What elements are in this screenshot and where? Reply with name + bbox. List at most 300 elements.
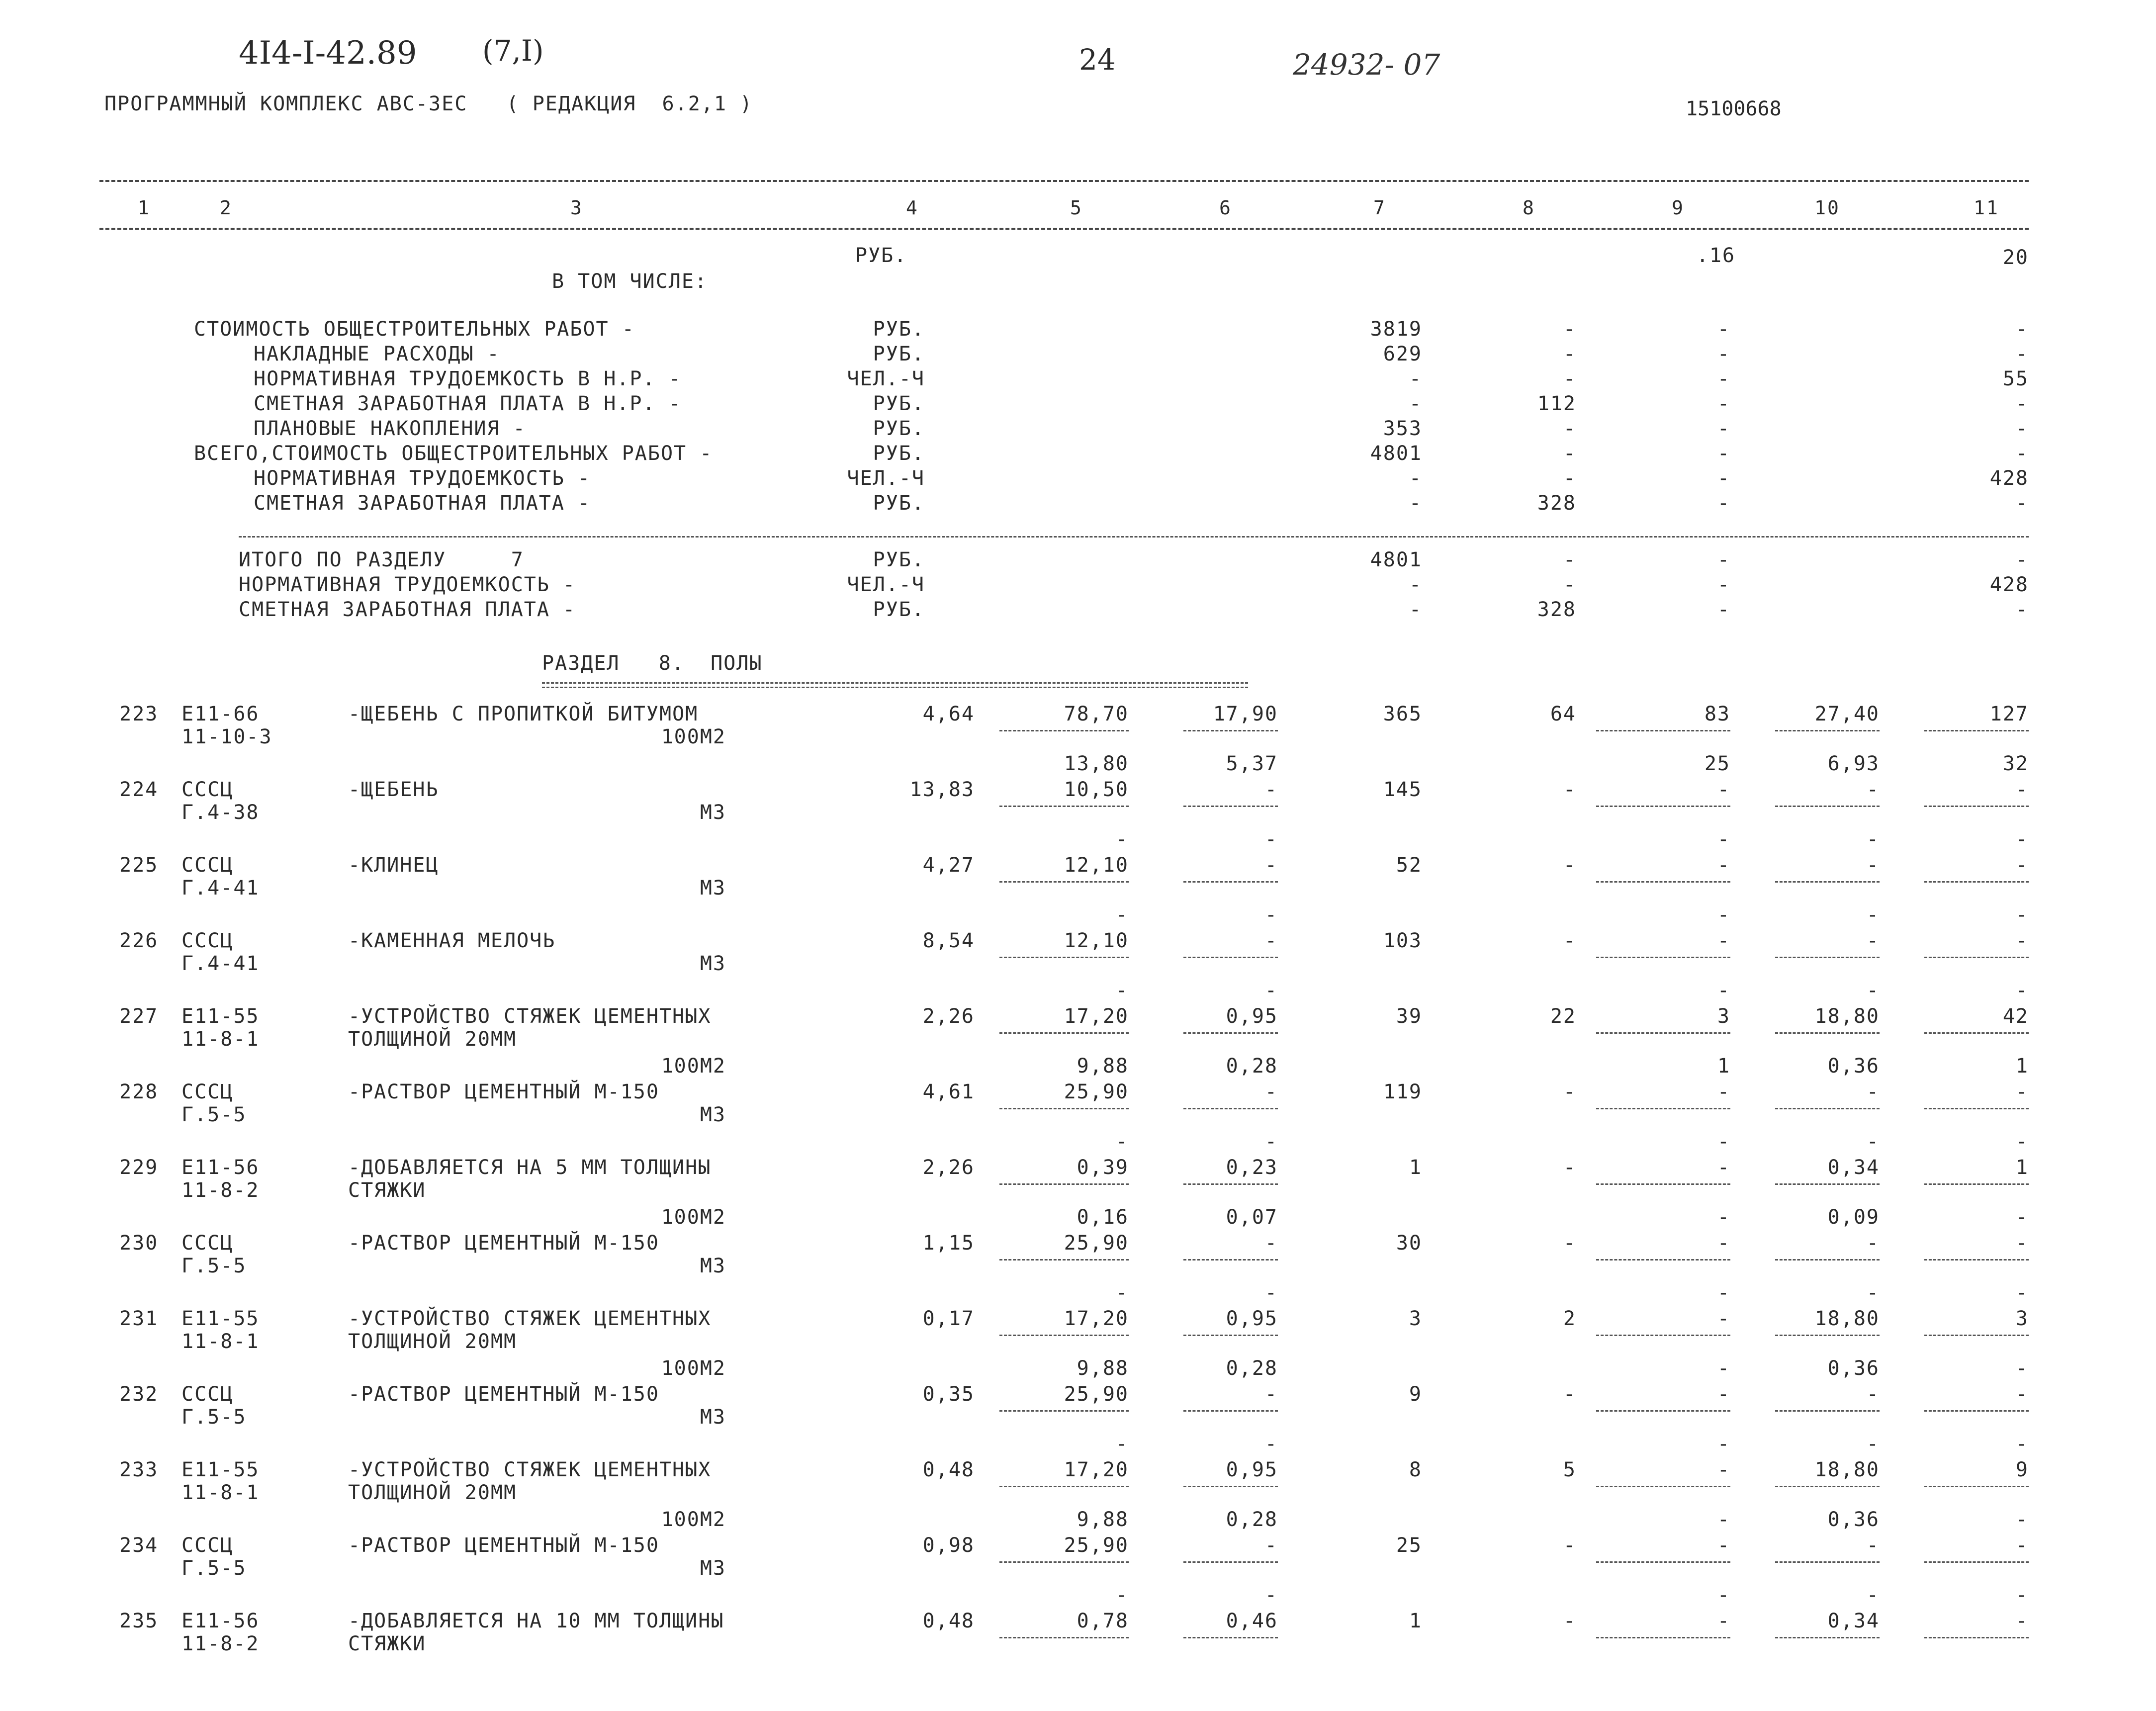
item-sub-c9: - <box>1717 1584 1730 1607</box>
item-unit: 100М2 <box>661 1357 726 1380</box>
cell-divider <box>1775 957 1880 958</box>
total-c9: - <box>1717 598 1730 621</box>
column-header-1: 1 <box>138 197 151 219</box>
item-c7: 52 <box>1396 854 1422 877</box>
item-sub-c11: - <box>2015 1130 2029 1153</box>
item-c8: - <box>1563 1156 1576 1179</box>
item-c11: - <box>2015 929 2029 952</box>
summary-c11: 55 <box>2002 367 2029 390</box>
cell-divider <box>1924 1108 2029 1109</box>
cell-divider <box>1924 730 2029 731</box>
column-header-10: 10 <box>1814 197 1840 219</box>
item-unit: 100М2 <box>661 1206 726 1229</box>
item-sub-c9: - <box>1717 1433 1730 1455</box>
item-sub-c11: - <box>2015 903 2029 926</box>
item-c7: 365 <box>1383 703 1422 725</box>
item-sub-c5: 9,88 <box>1077 1357 1129 1380</box>
total-c11: - <box>2015 598 2029 621</box>
summary-unit: ЧЕЛ.-Ч <box>847 467 925 490</box>
item-sub-c5: - <box>1115 828 1129 851</box>
item-c11: 1 <box>2015 1156 2029 1179</box>
item-c5: 17,20 <box>1064 1005 1129 1028</box>
item-unit: 100М2 <box>661 725 726 748</box>
cell-divider <box>1183 1410 1278 1412</box>
item-number: 225 <box>119 854 159 877</box>
summary-top-unit: РУБ. <box>855 244 907 267</box>
cell-divider <box>999 1259 1129 1261</box>
cell-divider <box>999 1335 1129 1336</box>
item-c7: 145 <box>1383 778 1422 801</box>
item-sub-c9: - <box>1717 1281 1730 1304</box>
item-c7: 39 <box>1396 1005 1422 1028</box>
program-title: ПРОГРАММНЫЙ КОМПЛЕКС АВС-3ЕС ( РЕДАКЦИЯ 6.2,1 ) <box>104 92 753 115</box>
item-sub-c9: 25 <box>1704 752 1730 775</box>
page-number: 24 <box>1079 43 1116 77</box>
item-sub-c5: - <box>1115 1281 1129 1304</box>
item-sub-c9: - <box>1717 903 1730 926</box>
summary-c7: 4801 <box>1370 442 1422 465</box>
column-header-11: 11 <box>1974 197 1999 219</box>
item-c11: - <box>2015 1232 2029 1255</box>
summary-c11: - <box>2015 492 2029 515</box>
item-description: ТОЛЩИНОЙ 20ММ <box>348 1481 517 1504</box>
total-c9: - <box>1717 573 1730 596</box>
item-sub-c5: - <box>1115 979 1129 1002</box>
item-number: 223 <box>119 703 159 725</box>
item-description: -ДОБАВЛЯЕТСЯ НА 5 ММ ТОЛЩИНЫ <box>348 1156 712 1179</box>
item-c9: - <box>1717 1383 1730 1406</box>
column-header-6: 6 <box>1219 197 1232 219</box>
cell-divider <box>999 730 1129 731</box>
item-number: 227 <box>119 1005 159 1028</box>
total-c9: - <box>1717 548 1730 571</box>
column-header-5: 5 <box>1070 197 1083 219</box>
item-ref: Г.4-41 <box>181 952 260 975</box>
item-number: 228 <box>119 1081 159 1103</box>
cell-divider <box>1924 1410 2029 1412</box>
item-sub-c9: - <box>1717 1130 1730 1153</box>
item-c11: - <box>2015 1610 2029 1632</box>
item-c10: 18,80 <box>1814 1458 1880 1481</box>
item-unit: 100М2 <box>661 1055 726 1078</box>
total-c8: - <box>1563 573 1576 596</box>
item-c6: - <box>1264 854 1278 877</box>
item-c11: 9 <box>2015 1458 2029 1481</box>
item-number: 226 <box>119 929 159 952</box>
item-c9: - <box>1717 1156 1730 1179</box>
item-code: E11-56 <box>181 1156 260 1179</box>
item-unit: М3 <box>700 877 726 900</box>
cell-divider <box>1924 1259 2029 1261</box>
item-c9: - <box>1717 929 1730 952</box>
total-unit: РУБ. <box>873 548 925 571</box>
item-sub-c11: 32 <box>2002 752 2029 775</box>
cell-divider <box>1596 1183 1730 1185</box>
item-sub-c5: - <box>1115 1433 1129 1455</box>
item-c9: - <box>1717 1232 1730 1255</box>
item-sub-c5: 0,16 <box>1077 1206 1129 1229</box>
item-c11: - <box>2015 1534 2029 1557</box>
summary-c8: - <box>1563 467 1576 490</box>
item-sub-c6: 0,28 <box>1226 1055 1278 1078</box>
item-c7: 1 <box>1409 1156 1422 1179</box>
header-bottom-rule <box>99 228 2029 230</box>
item-sub-c9: - <box>1717 1357 1730 1380</box>
item-c9: - <box>1717 1458 1730 1481</box>
item-number: 230 <box>119 1232 159 1255</box>
item-sub-c6: 0,07 <box>1226 1206 1278 1229</box>
item-sub-c10: - <box>1866 903 1880 926</box>
item-c5: 10,50 <box>1064 778 1129 801</box>
summary-c9: - <box>1717 367 1730 390</box>
item-c8: - <box>1563 1383 1576 1406</box>
cell-divider <box>1775 1637 1880 1638</box>
item-c9: - <box>1717 1307 1730 1330</box>
cell-divider <box>1183 730 1278 731</box>
item-description: -УСТРОЙСТВО СТЯЖЕК ЦЕМЕНТНЫХ <box>348 1005 712 1028</box>
item-c4: 2,26 <box>922 1156 975 1179</box>
summary-c7: 3819 <box>1370 318 1422 341</box>
summary-c8: - <box>1563 442 1576 465</box>
cell-divider <box>1596 1032 1730 1034</box>
summary-top-c9: .16 <box>1696 244 1735 267</box>
item-code: СССЦ <box>181 1383 234 1406</box>
total-c7: 4801 <box>1370 548 1422 571</box>
item-c5: 12,10 <box>1064 929 1129 952</box>
item-c5: 25,90 <box>1064 1232 1129 1255</box>
cell-divider <box>1183 1637 1278 1638</box>
cell-divider <box>999 1108 1129 1109</box>
item-c11: - <box>2015 1383 2029 1406</box>
total-label: НОРМАТИВНАЯ ТРУДОЕМКОСТЬ - <box>239 573 576 596</box>
item-sub-c11: - <box>2015 979 2029 1002</box>
summary-c9: - <box>1717 442 1730 465</box>
item-c4: 4,64 <box>922 703 975 725</box>
item-c10: - <box>1866 1534 1880 1557</box>
item-description: -КЛИНЕЦ <box>348 854 439 877</box>
item-code: СССЦ <box>181 1232 234 1255</box>
summary-c8: 328 <box>1537 492 1576 515</box>
item-code: E11-55 <box>181 1458 260 1481</box>
item-c11: - <box>2015 778 2029 801</box>
summary-unit: ЧЕЛ.-Ч <box>847 367 925 390</box>
item-sub-c6: 5,37 <box>1226 752 1278 775</box>
item-c11: 127 <box>1989 703 2029 725</box>
item-unit: М3 <box>700 1557 726 1580</box>
item-c9: 3 <box>1717 1005 1730 1028</box>
summary-c8: - <box>1563 318 1576 341</box>
item-ref: Г.5-5 <box>181 1255 247 1277</box>
summary-c11: - <box>2015 343 2029 365</box>
item-c6: - <box>1264 778 1278 801</box>
item-sub-c9: - <box>1717 979 1730 1002</box>
total-c8: 328 <box>1537 598 1576 621</box>
item-sub-c11: - <box>2015 1206 2029 1229</box>
item-c11: 42 <box>2002 1005 2029 1028</box>
item-c10: 27,40 <box>1814 703 1880 725</box>
item-sub-c11: - <box>2015 1281 2029 1304</box>
item-description: ТОЛЩИНОЙ 20ММ <box>348 1028 517 1051</box>
header-top-rule <box>99 180 2029 182</box>
summary-c11: - <box>2015 442 2029 465</box>
cell-divider <box>1183 1561 1278 1563</box>
item-c4: 4,27 <box>922 854 975 877</box>
item-c6: 0,46 <box>1226 1610 1278 1632</box>
column-header-3: 3 <box>570 197 583 219</box>
item-c10: - <box>1866 1232 1880 1255</box>
cell-divider <box>1183 1183 1278 1185</box>
doc-code: 4I4-I-42.89 <box>239 35 417 72</box>
summary-c7: 353 <box>1383 417 1422 440</box>
item-sub-c5: - <box>1115 1130 1129 1153</box>
item-ref: Г.4-41 <box>181 877 260 900</box>
cell-divider <box>1775 1259 1880 1261</box>
item-code: СССЦ <box>181 778 234 801</box>
item-c10: - <box>1866 1081 1880 1103</box>
job-id: 15100668 <box>1686 97 1782 120</box>
item-ref: Г.5-5 <box>181 1557 247 1580</box>
item-description: -РАСТВОР ЦЕМЕНТНЫЙ М-150 <box>348 1232 659 1255</box>
summary-c7: - <box>1409 492 1422 515</box>
cell-divider <box>1596 957 1730 958</box>
in-that-number-label: В ТОМ ЧИСЛЕ: <box>552 270 708 293</box>
item-ref: 11-10-3 <box>181 725 272 748</box>
item-c9: 83 <box>1704 703 1730 725</box>
summary-label: СМЕТНАЯ ЗАРАБОТНАЯ ПЛАТА - <box>254 492 591 515</box>
item-c6: - <box>1264 1232 1278 1255</box>
column-header-2: 2 <box>220 197 233 219</box>
item-unit: М3 <box>700 952 726 975</box>
item-c4: 1,15 <box>922 1232 975 1255</box>
item-c11: - <box>2015 1081 2029 1103</box>
item-c5: 12,10 <box>1064 854 1129 877</box>
item-c7: 3 <box>1409 1307 1422 1330</box>
summary-c7: - <box>1409 392 1422 415</box>
total-c7: - <box>1409 573 1422 596</box>
cell-divider <box>1775 1032 1880 1034</box>
item-c5: 25,90 <box>1064 1534 1129 1557</box>
item-sub-c6: - <box>1264 903 1278 926</box>
item-code: E11-55 <box>181 1307 260 1330</box>
item-c5: 0,39 <box>1077 1156 1129 1179</box>
summary-label: НОРМАТИВНАЯ ТРУДОЕМКОСТЬ - <box>254 467 591 490</box>
item-c10: - <box>1866 1383 1880 1406</box>
item-sub-c11: - <box>2015 828 2029 851</box>
item-number: 231 <box>119 1307 159 1330</box>
cell-divider <box>1183 957 1278 958</box>
summary-label: ПЛАНОВЫЕ НАКОПЛЕНИЯ - <box>254 417 526 440</box>
item-c6: 17,90 <box>1213 703 1278 725</box>
item-c9: - <box>1717 1081 1730 1103</box>
item-description: -ДОБАВЛЯЕТСЯ НА 10 ММ ТОЛЩИНЫ <box>348 1610 724 1632</box>
item-c9: - <box>1717 778 1730 801</box>
total-unit: ЧЕЛ.-Ч <box>847 573 925 596</box>
item-sub-c9: - <box>1717 1508 1730 1531</box>
cell-divider <box>1596 730 1730 731</box>
section-title-underline <box>542 682 1248 688</box>
item-sub-c10: 6,93 <box>1827 752 1880 775</box>
cell-divider <box>1775 1335 1880 1336</box>
item-c6: 0,95 <box>1226 1005 1278 1028</box>
summary-c9: - <box>1717 392 1730 415</box>
item-c5: 17,20 <box>1064 1307 1129 1330</box>
total-label: ИТОГО ПО РАЗДЕЛУ 7 <box>239 548 524 571</box>
cell-divider <box>1775 881 1880 883</box>
summary-label: ВСЕГО,СТОИМОСТЬ ОБЩЕСТРОИТЕЛЬНЫХ РАБОТ - <box>194 442 713 465</box>
cell-divider <box>1775 1183 1880 1185</box>
item-number: 229 <box>119 1156 159 1179</box>
cell-divider <box>1775 1561 1880 1563</box>
cell-divider <box>1183 881 1278 883</box>
item-c6: - <box>1264 1534 1278 1557</box>
cell-divider <box>1775 1486 1880 1487</box>
item-number: 233 <box>119 1458 159 1481</box>
cell-divider <box>999 1561 1129 1563</box>
item-sub-c6: - <box>1264 1584 1278 1607</box>
item-description: -ЩЕБЕНЬ <box>348 778 439 801</box>
item-c5: 78,70 <box>1064 703 1129 725</box>
item-sub-c10: 0,09 <box>1827 1206 1880 1229</box>
item-sub-c6: - <box>1264 1130 1278 1153</box>
item-c5: 25,90 <box>1064 1383 1129 1406</box>
item-description: -РАСТВОР ЦЕМЕНТНЫЙ М-150 <box>348 1081 659 1103</box>
item-sub-c11: - <box>2015 1584 2029 1607</box>
item-c5: 17,20 <box>1064 1458 1129 1481</box>
total-label: СМЕТНАЯ ЗАРАБОТНАЯ ПЛАТА - <box>239 598 576 621</box>
item-sub-c9: - <box>1717 828 1730 851</box>
item-sub-c11: 1 <box>2015 1055 2029 1078</box>
item-number: 234 <box>119 1534 159 1557</box>
item-code: E11-66 <box>181 703 260 725</box>
item-c8: 2 <box>1563 1307 1576 1330</box>
item-c8: - <box>1563 1610 1576 1632</box>
total-c8: - <box>1563 548 1576 571</box>
item-c8: - <box>1563 778 1576 801</box>
summary-c11: 428 <box>1989 467 2029 490</box>
summary-c9: - <box>1717 417 1730 440</box>
item-description: -УСТРОЙСТВО СТЯЖЕК ЦЕМЕНТНЫХ <box>348 1307 712 1330</box>
summary-unit: РУБ. <box>873 492 925 515</box>
item-c7: 1 <box>1409 1610 1422 1632</box>
summary-c7: 629 <box>1383 343 1422 365</box>
item-sub-c6: 0,28 <box>1226 1508 1278 1531</box>
item-ref: Г.4-38 <box>181 801 260 824</box>
cell-divider <box>999 1410 1129 1412</box>
cell-divider <box>1596 1108 1730 1109</box>
summary-c8: - <box>1563 417 1576 440</box>
item-c9: - <box>1717 1610 1730 1632</box>
cell-divider <box>1596 1335 1730 1336</box>
cell-divider <box>999 1486 1129 1487</box>
item-sub-c10: - <box>1866 1584 1880 1607</box>
item-c10: - <box>1866 778 1880 801</box>
summary-c7: - <box>1409 467 1422 490</box>
item-ref: 11-8-1 <box>181 1481 260 1504</box>
cell-divider <box>1924 1032 2029 1034</box>
cell-divider <box>1183 806 1278 807</box>
item-c8: 22 <box>1550 1005 1576 1028</box>
item-c6: 0,95 <box>1226 1307 1278 1330</box>
cell-divider <box>1596 1561 1730 1563</box>
item-c6: 0,95 <box>1226 1458 1278 1481</box>
cell-divider <box>999 881 1129 883</box>
item-c10: 0,34 <box>1827 1156 1880 1179</box>
cell-divider <box>1775 1410 1880 1412</box>
item-ref: 11-8-1 <box>181 1028 260 1051</box>
total-c11: 428 <box>1989 573 2029 596</box>
cell-divider <box>1183 1335 1278 1336</box>
item-sub-c10: 0,36 <box>1827 1357 1880 1380</box>
item-sub-c6: - <box>1264 1281 1278 1304</box>
item-number: 224 <box>119 778 159 801</box>
item-c6: - <box>1264 1383 1278 1406</box>
item-code: СССЦ <box>181 929 234 952</box>
item-unit: М3 <box>700 1406 726 1429</box>
summary-label: НАКЛАДНЫЕ РАСХОДЫ - <box>254 343 500 365</box>
summary-unit: РУБ. <box>873 392 925 415</box>
item-c6: - <box>1264 929 1278 952</box>
item-c6: 0,23 <box>1226 1156 1278 1179</box>
item-c8: 5 <box>1563 1458 1576 1481</box>
item-sub-c11: - <box>2015 1508 2029 1531</box>
item-c10: 18,80 <box>1814 1005 1880 1028</box>
item-c7: 30 <box>1396 1232 1422 1255</box>
cell-divider <box>999 1032 1129 1034</box>
sheet-ref: (7,I) <box>482 34 544 68</box>
summary-c8: - <box>1563 367 1576 390</box>
item-description: -РАСТВОР ЦЕМЕНТНЫЙ М-150 <box>348 1383 659 1406</box>
item-sub-c5: 9,88 <box>1077 1508 1129 1531</box>
item-c11: - <box>2015 854 2029 877</box>
cell-divider <box>1775 1108 1880 1109</box>
item-ref: 11-8-1 <box>181 1330 260 1353</box>
item-ref: Г.5-5 <box>181 1406 247 1429</box>
item-c11: 3 <box>2015 1307 2029 1330</box>
item-c8: - <box>1563 1232 1576 1255</box>
item-unit: М3 <box>700 1103 726 1126</box>
cell-divider <box>1183 1486 1278 1487</box>
summary-c11: - <box>2015 417 2029 440</box>
item-sub-c9: - <box>1717 1206 1730 1229</box>
item-sub-c5: 13,80 <box>1064 752 1129 775</box>
summary-c8: 112 <box>1537 392 1576 415</box>
cell-divider <box>1183 1259 1278 1261</box>
cell-divider <box>1924 806 2029 807</box>
item-sub-c11: - <box>2015 1357 2029 1380</box>
column-header-9: 9 <box>1672 197 1685 219</box>
section-title: РАЗДЕЛ 8. ПОЛЫ <box>542 652 763 675</box>
total-c11: - <box>2015 548 2029 571</box>
item-c4: 2,26 <box>922 1005 975 1028</box>
item-description: -ЩЕБЕНЬ С ПРОПИТКОЙ БИТУМОМ <box>348 703 699 725</box>
item-c7: 25 <box>1396 1534 1422 1557</box>
item-c10: 18,80 <box>1814 1307 1880 1330</box>
item-c8: - <box>1563 1081 1576 1103</box>
summary-label: СТОИМОСТЬ ОБЩЕСТРОИТЕЛЬНЫХ РАБОТ - <box>194 318 635 341</box>
cell-divider <box>1596 1259 1730 1261</box>
item-c4: 0,48 <box>922 1458 975 1481</box>
item-c4: 0,35 <box>922 1383 975 1406</box>
item-sub-c11: - <box>2015 1433 2029 1455</box>
item-c10: 0,34 <box>1827 1610 1880 1632</box>
column-header-8: 8 <box>1523 197 1535 219</box>
cell-divider <box>1596 881 1730 883</box>
item-c5: 0,78 <box>1077 1610 1129 1632</box>
item-c8: - <box>1563 1534 1576 1557</box>
item-description: -УСТРОЙСТВО СТЯЖЕК ЦЕМЕНТНЫХ <box>348 1458 712 1481</box>
item-c5: 25,90 <box>1064 1081 1129 1103</box>
item-description: -КАМЕННАЯ МЕЛОЧЬ <box>348 929 556 952</box>
